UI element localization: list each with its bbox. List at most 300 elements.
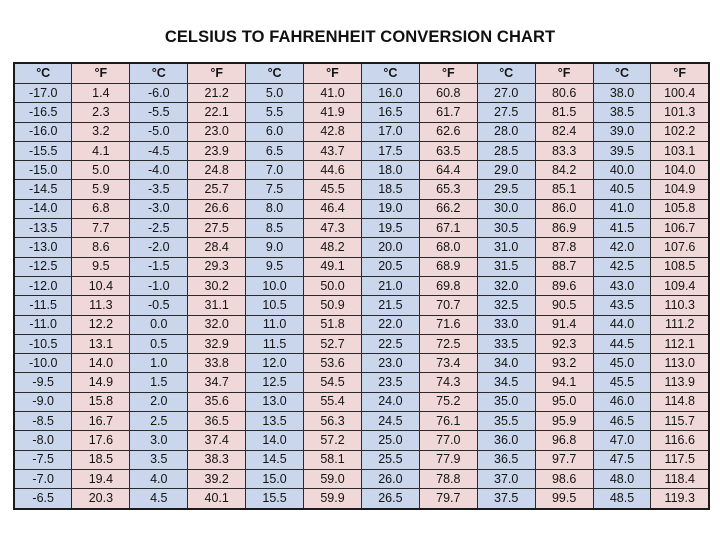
celsius-cell: 14.5 [246,450,304,469]
fahrenheit-cell: 44.6 [304,161,362,180]
fahrenheit-cell: 100.4 [651,84,709,103]
celsius-cell: 10.5 [246,296,304,315]
fahrenheit-cell: 56.3 [304,412,362,431]
fahrenheit-cell: 14.0 [72,354,130,373]
fahrenheit-cell: 34.7 [188,373,246,392]
fahrenheit-cell: 68.0 [419,238,477,257]
fahrenheit-cell: 96.8 [535,431,593,450]
celsius-header: °C [593,63,651,84]
celsius-cell: 36.0 [477,431,535,450]
celsius-cell: 39.5 [593,141,651,160]
fahrenheit-cell: 6.8 [72,199,130,218]
celsius-cell: 18.0 [361,161,419,180]
celsius-cell: 11.0 [246,315,304,334]
fahrenheit-cell: 57.2 [304,431,362,450]
fahrenheit-cell: 61.7 [419,103,477,122]
header-row [14,63,709,84]
celsius-cell: 26.5 [361,489,419,509]
fahrenheit-cell: 30.2 [188,276,246,295]
fahrenheit-cell: 28.4 [188,238,246,257]
fahrenheit-header: °F [535,63,593,84]
fahrenheit-cell: 82.4 [535,122,593,141]
celsius-cell: 35.5 [477,412,535,431]
celsius-cell: 4.0 [130,469,188,488]
fahrenheit-cell: 83.3 [535,141,593,160]
celsius-cell: 8.0 [246,199,304,218]
fahrenheit-cell: 106.7 [651,219,709,238]
celsius-cell: 37.5 [477,489,535,509]
fahrenheit-cell: 42.8 [304,122,362,141]
celsius-cell: 17.5 [361,141,419,160]
fahrenheit-cell: 104.9 [651,180,709,199]
celsius-cell: -7.5 [14,450,72,469]
celsius-cell: 15.0 [246,469,304,488]
celsius-cell: -9.5 [14,373,72,392]
table-row [14,276,709,295]
celsius-cell: -4.0 [130,161,188,180]
celsius-cell: 17.0 [361,122,419,141]
fahrenheit-cell: 84.2 [535,161,593,180]
fahrenheit-cell: 12.2 [72,315,130,334]
celsius-cell: 20.5 [361,257,419,276]
celsius-cell: -7.0 [14,469,72,488]
fahrenheit-cell: 102.2 [651,122,709,141]
celsius-cell: 12.0 [246,354,304,373]
celsius-cell: 41.5 [593,219,651,238]
fahrenheit-cell: 112.1 [651,334,709,353]
fahrenheit-cell: 27.5 [188,219,246,238]
table-body [14,84,709,509]
celsius-cell: -17.0 [14,84,72,103]
celsius-cell: -12.5 [14,257,72,276]
table-row [14,180,709,199]
fahrenheit-cell: 90.5 [535,296,593,315]
celsius-cell: 46.5 [593,412,651,431]
celsius-cell: -13.5 [14,219,72,238]
table-row [14,257,709,276]
table-row [14,392,709,411]
celsius-header: °C [361,63,419,84]
fahrenheit-cell: 9.5 [72,257,130,276]
fahrenheit-cell: 53.6 [304,354,362,373]
fahrenheit-cell: 11.3 [72,296,130,315]
celsius-cell: -5.0 [130,122,188,141]
celsius-cell: 10.0 [246,276,304,295]
fahrenheit-cell: 108.5 [651,257,709,276]
celsius-cell: 9.5 [246,257,304,276]
celsius-cell: 35.0 [477,392,535,411]
fahrenheit-cell: 76.1 [419,412,477,431]
celsius-cell: 29.0 [477,161,535,180]
celsius-cell: 26.0 [361,469,419,488]
fahrenheit-cell: 22.1 [188,103,246,122]
celsius-cell: 3.0 [130,431,188,450]
fahrenheit-cell: 63.5 [419,141,477,160]
fahrenheit-cell: 58.1 [304,450,362,469]
celsius-cell: -15.5 [14,141,72,160]
celsius-cell: 44.0 [593,315,651,334]
celsius-cell: 48.0 [593,469,651,488]
celsius-cell: 27.0 [477,84,535,103]
celsius-cell: 45.5 [593,373,651,392]
celsius-cell: 37.0 [477,469,535,488]
celsius-cell: 1.0 [130,354,188,373]
celsius-cell: -10.5 [14,334,72,353]
fahrenheit-cell: 86.9 [535,219,593,238]
fahrenheit-cell: 77.9 [419,450,477,469]
celsius-cell: 0.5 [130,334,188,353]
fahrenheit-cell: 48.2 [304,238,362,257]
conversion-table [13,62,710,510]
celsius-cell: 15.5 [246,489,304,509]
fahrenheit-cell: 62.6 [419,122,477,141]
fahrenheit-cell: 114.8 [651,392,709,411]
fahrenheit-cell: 99.5 [535,489,593,509]
fahrenheit-cell: 86.0 [535,199,593,218]
fahrenheit-header: °F [651,63,709,84]
table-row [14,469,709,488]
table-row [14,141,709,160]
celsius-cell: 25.5 [361,450,419,469]
celsius-cell: -9.0 [14,392,72,411]
fahrenheit-cell: 31.1 [188,296,246,315]
celsius-cell: 8.5 [246,219,304,238]
fahrenheit-cell: 43.7 [304,141,362,160]
celsius-cell: 38.5 [593,103,651,122]
celsius-cell: 44.5 [593,334,651,353]
fahrenheit-cell: 35.6 [188,392,246,411]
fahrenheit-cell: 29.3 [188,257,246,276]
table-row [14,354,709,373]
fahrenheit-header: °F [419,63,477,84]
fahrenheit-cell: 89.6 [535,276,593,295]
fahrenheit-cell: 23.0 [188,122,246,141]
celsius-cell: -0.5 [130,296,188,315]
celsius-cell: 13.0 [246,392,304,411]
fahrenheit-cell: 71.6 [419,315,477,334]
celsius-cell: 31.0 [477,238,535,257]
celsius-cell: 48.5 [593,489,651,509]
celsius-cell: 30.5 [477,219,535,238]
fahrenheit-cell: 13.1 [72,334,130,353]
celsius-cell: 33.0 [477,315,535,334]
fahrenheit-cell: 47.3 [304,219,362,238]
celsius-cell: 28.5 [477,141,535,160]
fahrenheit-cell: 18.5 [72,450,130,469]
fahrenheit-cell: 115.7 [651,412,709,431]
table-row [14,431,709,450]
celsius-cell: 7.5 [246,180,304,199]
fahrenheit-cell: 54.5 [304,373,362,392]
celsius-cell: 25.0 [361,431,419,450]
fahrenheit-cell: 15.8 [72,392,130,411]
table-row [14,412,709,431]
celsius-cell: 13.5 [246,412,304,431]
celsius-cell: 18.5 [361,180,419,199]
celsius-cell: -15.0 [14,161,72,180]
table-row [14,489,709,509]
fahrenheit-cell: 116.6 [651,431,709,450]
celsius-cell: 11.5 [246,334,304,353]
fahrenheit-cell: 37.4 [188,431,246,450]
fahrenheit-cell: 68.9 [419,257,477,276]
fahrenheit-cell: 78.8 [419,469,477,488]
celsius-cell: 29.5 [477,180,535,199]
table-row [14,450,709,469]
table-row [14,315,709,334]
celsius-cell: -6.0 [130,84,188,103]
fahrenheit-cell: 26.6 [188,199,246,218]
celsius-cell: 32.5 [477,296,535,315]
fahrenheit-cell: 69.8 [419,276,477,295]
fahrenheit-cell: 32.0 [188,315,246,334]
fahrenheit-cell: 50.0 [304,276,362,295]
fahrenheit-cell: 41.9 [304,103,362,122]
celsius-cell: 42.0 [593,238,651,257]
celsius-cell: 6.5 [246,141,304,160]
celsius-cell: 30.0 [477,199,535,218]
celsius-cell: 14.0 [246,431,304,450]
celsius-cell: -3.5 [130,180,188,199]
celsius-cell: -11.5 [14,296,72,315]
celsius-cell: 6.0 [246,122,304,141]
fahrenheit-cell: 20.3 [72,489,130,509]
celsius-cell: 19.5 [361,219,419,238]
fahrenheit-cell: 65.3 [419,180,477,199]
fahrenheit-cell: 74.3 [419,373,477,392]
celsius-cell: 7.0 [246,161,304,180]
fahrenheit-cell: 21.2 [188,84,246,103]
fahrenheit-cell: 5.0 [72,161,130,180]
celsius-cell: 28.0 [477,122,535,141]
fahrenheit-cell: 95.9 [535,412,593,431]
celsius-cell: 24.0 [361,392,419,411]
fahrenheit-cell: 109.4 [651,276,709,295]
celsius-cell: 32.0 [477,276,535,295]
fahrenheit-cell: 66.2 [419,199,477,218]
fahrenheit-cell: 50.9 [304,296,362,315]
fahrenheit-cell: 67.1 [419,219,477,238]
celsius-cell: -8.5 [14,412,72,431]
celsius-cell: -4.5 [130,141,188,160]
celsius-cell: 38.0 [593,84,651,103]
celsius-cell: -11.0 [14,315,72,334]
fahrenheit-cell: 97.7 [535,450,593,469]
table-row [14,296,709,315]
fahrenheit-cell: 72.5 [419,334,477,353]
fahrenheit-cell: 2.3 [72,103,130,122]
celsius-cell: 19.0 [361,199,419,218]
table-row [14,161,709,180]
celsius-cell: -6.5 [14,489,72,509]
fahrenheit-cell: 104.0 [651,161,709,180]
celsius-cell: 47.0 [593,431,651,450]
fahrenheit-cell: 32.9 [188,334,246,353]
celsius-cell: -12.0 [14,276,72,295]
celsius-header: °C [477,63,535,84]
fahrenheit-cell: 119.3 [651,489,709,509]
fahrenheit-cell: 17.6 [72,431,130,450]
fahrenheit-cell: 55.4 [304,392,362,411]
celsius-cell: 12.5 [246,373,304,392]
fahrenheit-cell: 111.2 [651,315,709,334]
celsius-cell: 21.5 [361,296,419,315]
fahrenheit-cell: 23.9 [188,141,246,160]
celsius-cell: 16.5 [361,103,419,122]
fahrenheit-cell: 8.6 [72,238,130,257]
fahrenheit-cell: 51.8 [304,315,362,334]
fahrenheit-cell: 19.4 [72,469,130,488]
celsius-cell: 34.5 [477,373,535,392]
fahrenheit-cell: 70.7 [419,296,477,315]
fahrenheit-cell: 110.3 [651,296,709,315]
celsius-cell: 47.5 [593,450,651,469]
celsius-cell: -8.0 [14,431,72,450]
table-header [14,63,709,84]
table-row [14,373,709,392]
celsius-header: °C [130,63,188,84]
fahrenheit-header: °F [304,63,362,84]
page-title: CELSIUS TO FAHRENHEIT CONVERSION CHART [164,28,556,46]
celsius-cell: 33.5 [477,334,535,353]
fahrenheit-cell: 77.0 [419,431,477,450]
fahrenheit-cell: 4.1 [72,141,130,160]
fahrenheit-cell: 39.2 [188,469,246,488]
fahrenheit-cell: 1.4 [72,84,130,103]
celsius-cell: 5.0 [246,84,304,103]
fahrenheit-cell: 33.8 [188,354,246,373]
fahrenheit-cell: 117.5 [651,450,709,469]
fahrenheit-cell: 45.5 [304,180,362,199]
fahrenheit-cell: 14.9 [72,373,130,392]
celsius-cell: 39.0 [593,122,651,141]
fahrenheit-cell: 49.1 [304,257,362,276]
celsius-cell: 34.0 [477,354,535,373]
celsius-cell: 16.0 [361,84,419,103]
celsius-cell: 20.0 [361,238,419,257]
celsius-cell: -14.5 [14,180,72,199]
table-row [14,103,709,122]
fahrenheit-cell: 40.1 [188,489,246,509]
fahrenheit-cell: 107.6 [651,238,709,257]
celsius-cell: -1.5 [130,257,188,276]
fahrenheit-cell: 103.1 [651,141,709,160]
fahrenheit-cell: 79.7 [419,489,477,509]
celsius-cell: 5.5 [246,103,304,122]
fahrenheit-cell: 25.7 [188,180,246,199]
celsius-cell: 22.5 [361,334,419,353]
fahrenheit-cell: 94.1 [535,373,593,392]
celsius-cell: 40.5 [593,180,651,199]
celsius-cell: -1.0 [130,276,188,295]
fahrenheit-cell: 16.7 [72,412,130,431]
fahrenheit-cell: 52.7 [304,334,362,353]
table-row [14,122,709,141]
fahrenheit-cell: 59.9 [304,489,362,509]
fahrenheit-cell: 7.7 [72,219,130,238]
table-row [14,199,709,218]
fahrenheit-cell: 105.8 [651,199,709,218]
fahrenheit-cell: 24.8 [188,161,246,180]
celsius-cell: 45.0 [593,354,651,373]
fahrenheit-cell: 113.9 [651,373,709,392]
fahrenheit-cell: 88.7 [535,257,593,276]
fahrenheit-cell: 60.8 [419,84,477,103]
celsius-cell: 22.0 [361,315,419,334]
celsius-cell: 21.0 [361,276,419,295]
fahrenheit-cell: 93.2 [535,354,593,373]
table-row [14,238,709,257]
celsius-cell: -2.0 [130,238,188,257]
fahrenheit-cell: 113.0 [651,354,709,373]
fahrenheit-cell: 75.2 [419,392,477,411]
celsius-cell: 36.5 [477,450,535,469]
table-row [14,84,709,103]
celsius-cell: -16.0 [14,122,72,141]
fahrenheit-cell: 81.5 [535,103,593,122]
table-row [14,219,709,238]
fahrenheit-cell: 36.5 [188,412,246,431]
fahrenheit-header: °F [188,63,246,84]
fahrenheit-cell: 80.6 [535,84,593,103]
celsius-cell: 2.5 [130,412,188,431]
celsius-cell: 0.0 [130,315,188,334]
fahrenheit-cell: 95.0 [535,392,593,411]
fahrenheit-cell: 87.8 [535,238,593,257]
fahrenheit-cell: 92.3 [535,334,593,353]
fahrenheit-cell: 98.6 [535,469,593,488]
celsius-cell: -16.5 [14,103,72,122]
celsius-cell: -13.0 [14,238,72,257]
celsius-cell: 23.0 [361,354,419,373]
celsius-cell: 43.0 [593,276,651,295]
celsius-cell: -10.0 [14,354,72,373]
celsius-cell: -2.5 [130,219,188,238]
celsius-cell: 27.5 [477,103,535,122]
celsius-cell: 42.5 [593,257,651,276]
fahrenheit-cell: 64.4 [419,161,477,180]
table-row [14,334,709,353]
fahrenheit-cell: 59.0 [304,469,362,488]
celsius-cell: 24.5 [361,412,419,431]
celsius-cell: 31.5 [477,257,535,276]
celsius-cell: 41.0 [593,199,651,218]
celsius-cell: -5.5 [130,103,188,122]
fahrenheit-cell: 3.2 [72,122,130,141]
celsius-header: °C [14,63,72,84]
fahrenheit-cell: 118.4 [651,469,709,488]
celsius-cell: 9.0 [246,238,304,257]
celsius-cell: -3.0 [130,199,188,218]
celsius-cell: 23.5 [361,373,419,392]
fahrenheit-cell: 91.4 [535,315,593,334]
fahrenheit-cell: 38.3 [188,450,246,469]
fahrenheit-cell: 41.0 [304,84,362,103]
celsius-cell: 3.5 [130,450,188,469]
fahrenheit-header: °F [72,63,130,84]
celsius-cell: 43.5 [593,296,651,315]
celsius-cell: 4.5 [130,489,188,509]
celsius-cell: 46.0 [593,392,651,411]
celsius-cell: 1.5 [130,373,188,392]
celsius-header: °C [246,63,304,84]
fahrenheit-cell: 73.4 [419,354,477,373]
fahrenheit-cell: 85.1 [535,180,593,199]
fahrenheit-cell: 10.4 [72,276,130,295]
fahrenheit-cell: 5.9 [72,180,130,199]
fahrenheit-cell: 101.3 [651,103,709,122]
celsius-cell: 40.0 [593,161,651,180]
